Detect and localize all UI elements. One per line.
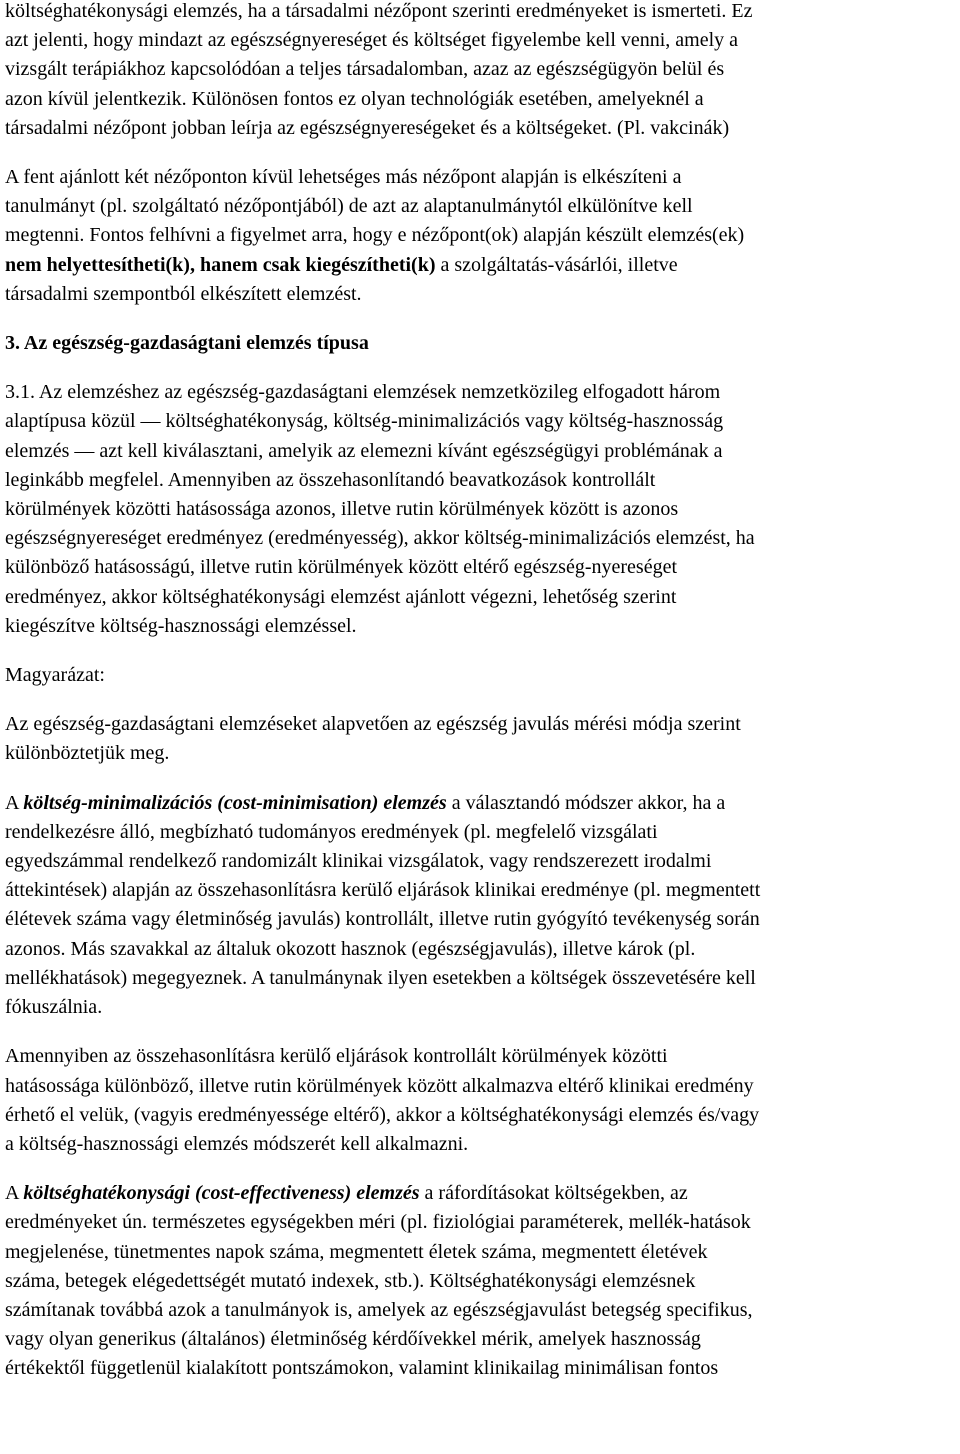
- paragraph-differing-efficacy: Amennyiben az összehasonlításra kerülő eljárások kontrollált körülmények közötti hatásossága különböző, illetve rutin körülmények között alkalmazva eltérő klinikai eredmény érhető el velük, (vagyis eredményessége eltérő), akkor a költséghatékonysági elemzés és/vagy a költség-hasznossági elemzés módszerét kell alkalmazni.: [5, 1045, 760, 1155]
- paragraph-social-perspective: költséghatékonysági elemzés, ha a társadalmi nézőpont szerinti eredményeket is ismerteti. Ez azt jelenti, hogy mindazt az egészségnyereséget és költséget figyelembe kell venni, amely a vizsgált terápiákhoz kapcsolódóan a teljes társadalomban, azaz az egészségügyön belül és azon kívül jelentkezik. Különösen fontos ez olyan technológiák esetében, amelyeknél a társadalmi nézőpont jobban leírja az egészségnyereségeket és a költségeket. (Pl. vakcinák): [5, 0, 753, 139]
- document-page: [5, 0, 957, 1404]
- term-cost-effectiveness: költséghatékonysági (cost-effectiveness) elemzés: [23, 1182, 420, 1205]
- section-heading: 3. Az egészség-gazdaságtani elemzés típusa: [5, 332, 369, 355]
- paragraph-text: A: [5, 791, 24, 814]
- paragraph-cost-minimisation: [5, 789, 957, 1023]
- term-cost-minimisation: költség-minimalizációs (cost-minimisation) elemzés: [23, 791, 447, 814]
- paragraph-distinction: Az egészség-gazdaságtani elemzéseket alapvetően az egészség javulás mérési módja szerint különböztetjük meg.: [5, 713, 741, 765]
- paragraph-text: a szolgáltatás-vásárlói, illetve társadalmi szempontból elkészített elemzést.: [5, 253, 678, 305]
- bold-emphasis: nem helyettesítheti(k), hanem csak kiegészítheti(k): [5, 253, 436, 276]
- explanation-label: Magyarázat:: [5, 664, 105, 687]
- paragraph-other-perspectives: [5, 163, 957, 309]
- paragraph-text: A fent ajánlott két nézőponton kívül lehetséges más nézőpont alapján is elkészíteni a tanulmányt (pl. szolgáltató nézőpontjából) de azt az alaptanulmánytól elkülönítve kell megtenni. Fontos felhívni a figyelmet arra, hogy e nézőpont(ok) alapján készült elemzés(ek): [5, 166, 745, 247]
- paragraph-text: a ráfordításokat költségekben, az eredményeket ún. természetes egységekben méri (pl. fiziológiai paraméterek, mellék-hatások megjelenése, tünetmentes napok száma, megmentett életek száma, megmentett életévek száma, betegek elégedettségét mutató indexek, stb.). Költséghatékonysági elemzésnek számítanak továbbá azok a tanulmányok is, amelyek az egészségjavulást betegség specifikus, vagy olyan generikus (általános) életminőség kérdőívekkel mérik, amelyek hasznosság értékektől függetlenül kialakított pontszámokon, valamint klinikailag minimálisan fontos: [5, 1182, 753, 1380]
- paragraph-cost-effectiveness: [5, 1179, 957, 1383]
- paragraph-analysis-types: 3.1. Az elemzéshez az egészség-gazdaságtani elemzések nemzetközileg elfogadott három alaptípusa közül — költséghatékonyság, költség-minimalizációs vagy költség-hasznosság elemzés — azt kell kiválasztani, amelyik az elemezni kívánt egészségügyi problémának a leginkább megfelel. Amennyiben az összehasonlítandó beavatkozások kontrollált körülmények közötti hatásossága azonos, illetve rutin körülmények között is azonos egészségnyereséget eredményez (eredményesség), akkor költség-minimalizációs elemzést, ha különböző hatásosságú, illetve rutin körülmények között eltérő egészség-nyereséget eredményez, akkor költséghatékonysági elemzést ajánlott végezni, lehetőség szerint kiegészítve költség-hasznossági elemzéssel.: [5, 381, 755, 637]
- paragraph-text: a választandó módszer akkor, ha a rendelkezésre álló, megbízható tudományos eredmények (pl. megfelelő vizsgálati egyedszámmal rendelkező randomizált klinikai vizsgálatok, vagy rendszerezett irodalmi áttekintések) alapján az összehasonlításra kerülő eljárások klinikai eredménye (pl. megmentett élétevek száma vagy életminőség javulás) kontrollált, illetve rutin gyógyító tevékenység során azonos. Más szavakkal az általuk okozott hasznok (egészségjavulás), illetve károk (pl. mellékhatások) megegyeznek. A tanulmánynak ilyen esetekben a költségek összevetésére kell fókuszálnia.: [5, 791, 761, 1019]
- paragraph-text: A: [5, 1182, 24, 1205]
